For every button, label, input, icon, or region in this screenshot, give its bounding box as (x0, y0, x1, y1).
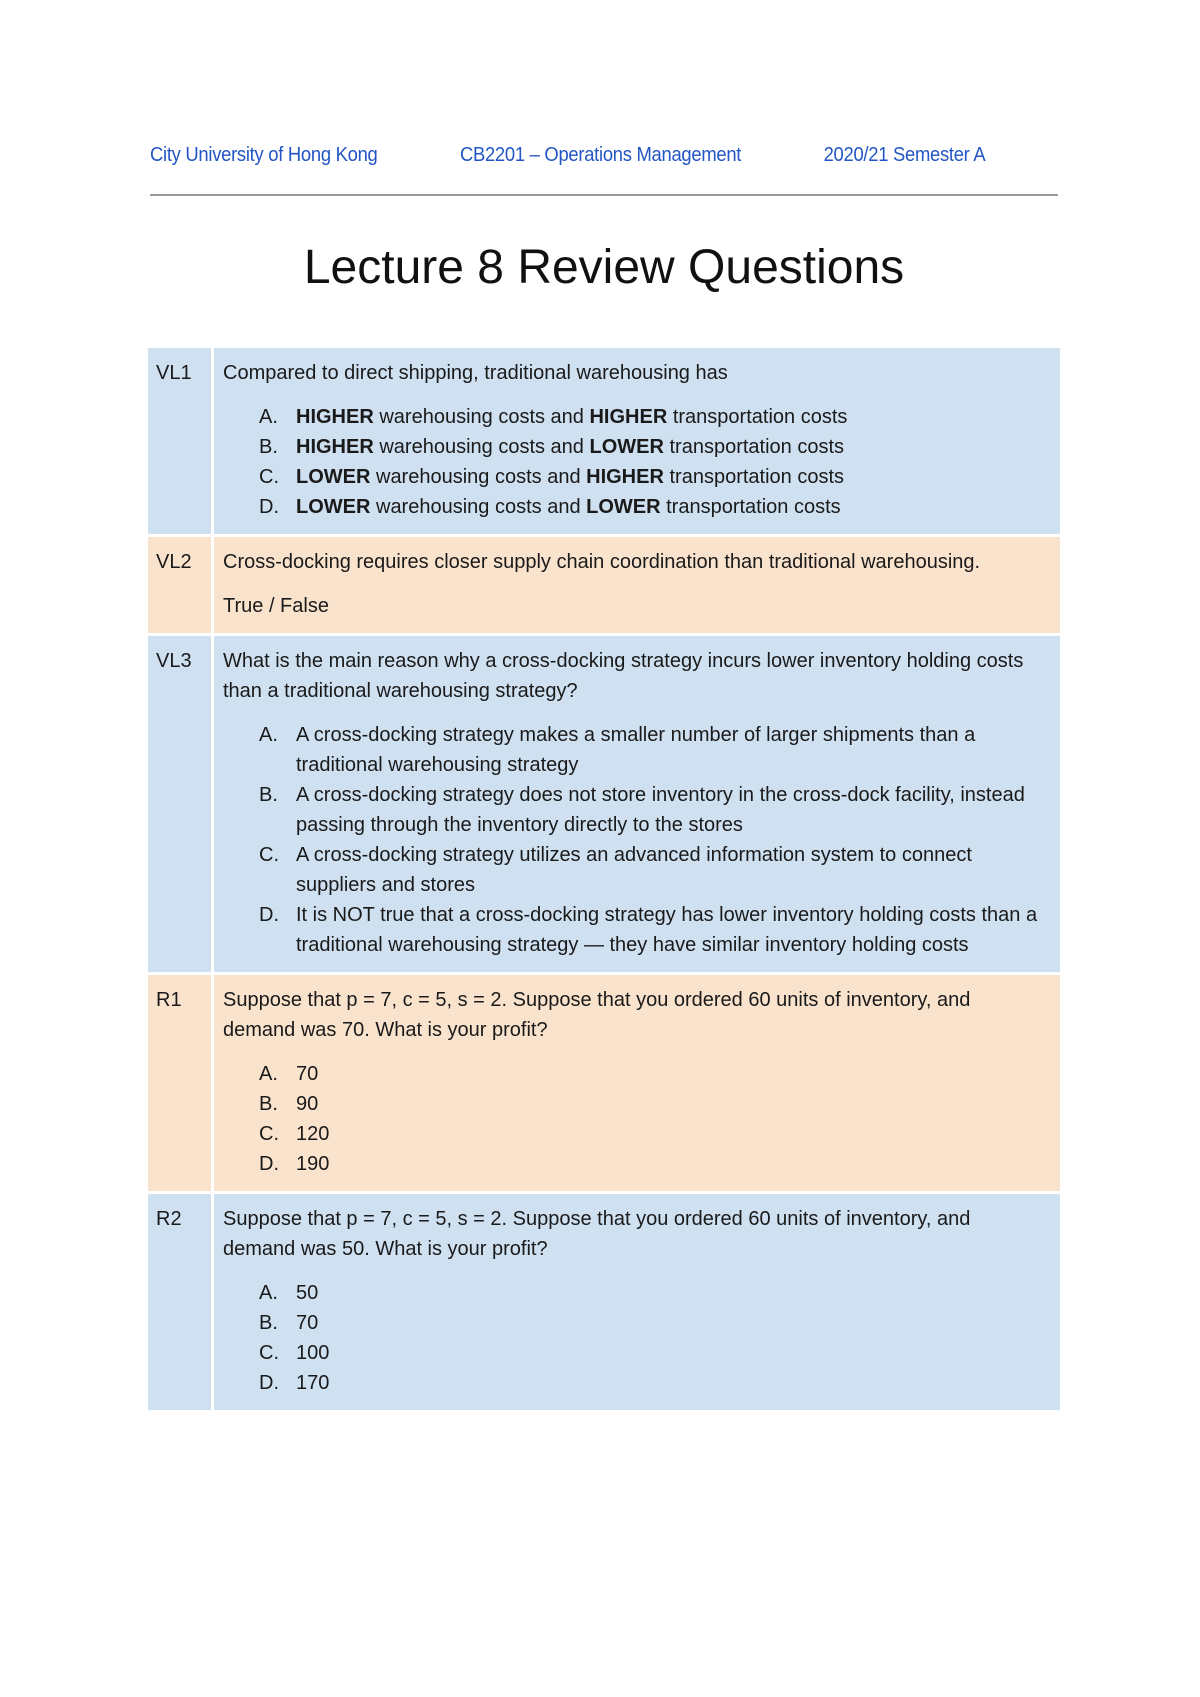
option-c: C. LOWER warehousing costs and HIGHER transportation costs (259, 462, 1046, 492)
option-letter: B. (259, 436, 278, 458)
option-letter: C. (259, 844, 279, 866)
question-text: Compared to direct shipping, traditional warehousing has (223, 362, 728, 384)
option-c (259, 1338, 1046, 1368)
option-text: 70 (296, 1312, 319, 1334)
header-divider (150, 194, 1058, 196)
question-text: What is the main reason why a cross-docking strategy incurs lower inventory holding costs than a traditional warehousing strategy? (223, 650, 1024, 702)
option-letter: A. (259, 724, 278, 746)
option-text: 100 (296, 1342, 330, 1364)
option-text: A cross-docking strategy utilizes an advanced information system to connect suppliers and stores (296, 844, 972, 896)
option-letter: D. (259, 496, 279, 518)
true-false-prompt: True / False (223, 595, 329, 617)
option-d: D. LOWER warehousing costs and LOWER transportation costs (259, 492, 1046, 522)
question-row-vl1 (148, 348, 1060, 537)
option-letter: C. (259, 466, 279, 488)
options-list (223, 720, 1046, 960)
options-list (223, 1278, 1046, 1398)
question-id: VL3 (148, 636, 214, 975)
question-body (214, 975, 1060, 1194)
question-row-r1 (148, 975, 1060, 1194)
option-a (259, 1278, 1046, 1308)
option-text: 50 (296, 1282, 319, 1304)
option-b (259, 1308, 1046, 1338)
options-list (223, 402, 1046, 522)
question-text: Cross-docking requires closer supply chain coordination than traditional warehousing. (223, 551, 981, 573)
question-row-vl2 (148, 537, 1060, 636)
option-text: 170 (296, 1372, 330, 1394)
question-body (214, 537, 1060, 636)
question-id: R1 (148, 975, 214, 1194)
option-b (259, 780, 1046, 840)
option-c (259, 840, 1046, 900)
question-id: R2 (148, 1194, 214, 1413)
question-text: Suppose that p = 7, c = 5, s = 2. Suppose that you ordered 60 units of inventory, and demand was 50. What is your profit? (223, 1208, 971, 1260)
option-letter: A. (259, 406, 278, 428)
page-header (150, 144, 985, 167)
option-d (259, 1149, 1046, 1179)
question-row-r2 (148, 1194, 1060, 1413)
option-letter: D. (259, 1153, 279, 1175)
option-a (259, 720, 1046, 780)
question-row-vl3 (148, 636, 1060, 975)
option-d (259, 1368, 1046, 1398)
header-semester: 2020/21 Semester A (823, 144, 986, 166)
header-university: City University of Hong Kong (150, 144, 378, 166)
question-body (214, 636, 1060, 975)
page-title: Lecture 8 Review Questions (303, 241, 905, 294)
option-b (259, 1089, 1046, 1119)
option-a (259, 1059, 1046, 1089)
option-letter: D. (259, 904, 279, 926)
option-letter: D. (259, 1372, 279, 1394)
header-course: CB2201 – Operations Management (459, 144, 742, 166)
question-id: VL2 (148, 537, 214, 636)
option-letter: A. (259, 1063, 278, 1085)
question-body (214, 1194, 1060, 1413)
option-a: A. HIGHER warehousing costs and HIGHER transportation costs (259, 402, 1046, 432)
option-d (259, 900, 1046, 960)
option-text: 120 (296, 1123, 330, 1145)
option-letter: B. (259, 1093, 278, 1115)
option-letter: C. (259, 1342, 279, 1364)
option-text: It is NOT true that a cross-docking strategy has lower inventory holding costs than a traditional warehousing strategy — they have similar inventory holding costs (296, 904, 1038, 956)
option-text: A cross-docking strategy makes a smaller number of larger shipments than a traditional warehousing strategy (296, 724, 976, 776)
option-text: 90 (296, 1093, 319, 1115)
question-body (214, 348, 1060, 537)
option-letter: B. (259, 784, 278, 806)
option-letter: A. (259, 1282, 278, 1304)
options-list (223, 1059, 1046, 1179)
option-letter: B. (259, 1312, 278, 1334)
question-text: Suppose that p = 7, c = 5, s = 2. Suppose that you ordered 60 units of inventory, and demand was 70. What is your profit? (223, 989, 971, 1041)
option-c (259, 1119, 1046, 1149)
question-id: VL1 (148, 348, 214, 537)
option-text: A cross-docking strategy does not store inventory in the cross-dock facility, instead passing through the inventory directly to the stores (296, 784, 1025, 836)
option-b: B. HIGHER warehousing costs and LOWER transportation costs (259, 432, 1046, 462)
option-text: 70 (296, 1063, 319, 1085)
questions-table (148, 348, 1060, 1413)
option-text: 190 (296, 1153, 330, 1175)
option-letter: C. (259, 1123, 279, 1145)
